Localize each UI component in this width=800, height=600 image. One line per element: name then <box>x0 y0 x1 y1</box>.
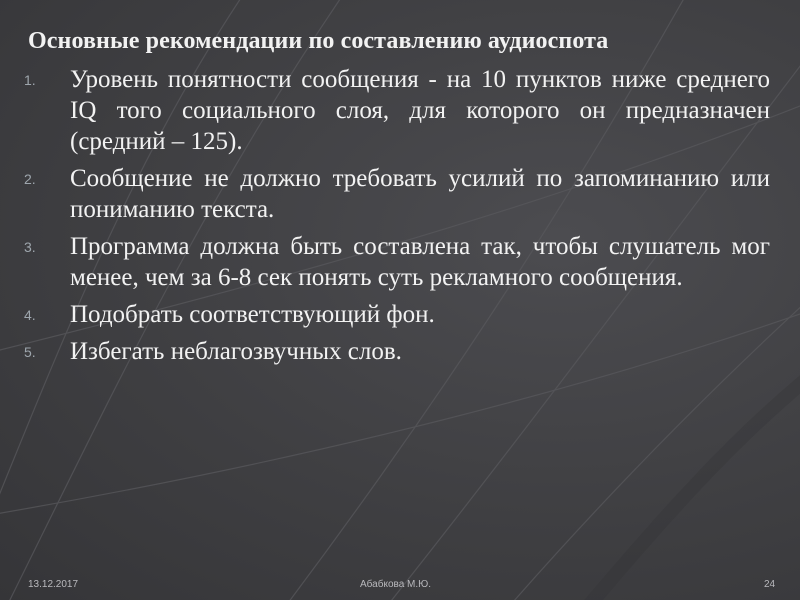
list-item <box>24 231 770 293</box>
slide-title: Основные рекомендации по составлению аудиоспота <box>28 28 609 54</box>
list-item-text: Уровень понятности сообщения - на 10 пунктов ниже среднего IQ того социального слоя, для которого он предназначен (средний – 125). <box>70 66 770 155</box>
list-item-number: 5. <box>24 344 36 360</box>
list-item-text: Сообщение не должно требовать усилий по запоминанию или пониманию текста. <box>70 165 770 223</box>
list-item <box>24 336 770 367</box>
footer-page-number: 24 <box>764 579 776 590</box>
list-item-text: Избегать неблагозвучных слов. <box>70 338 402 365</box>
slide-content <box>24 26 770 373</box>
list-item-number: 2. <box>24 171 36 187</box>
list-item-text: Программа должна быть составлена так, чтобы слушатель мог менее, чем за 6-8 сек понять суть рекламного сообщения. <box>70 233 770 291</box>
list-item-number: 3. <box>24 239 36 255</box>
footer-author: Абабкова М.Ю. <box>360 579 432 590</box>
list-item <box>24 64 770 157</box>
footer-date: 13.12.2017 <box>28 579 79 590</box>
recommendations-list <box>24 64 770 367</box>
list-item <box>24 299 770 330</box>
list-item-text: Подобрать соответствующий фон. <box>70 301 435 328</box>
list-item <box>24 163 770 225</box>
list-item-number: 4. <box>24 307 36 323</box>
list-item-number: 1. <box>24 72 36 88</box>
